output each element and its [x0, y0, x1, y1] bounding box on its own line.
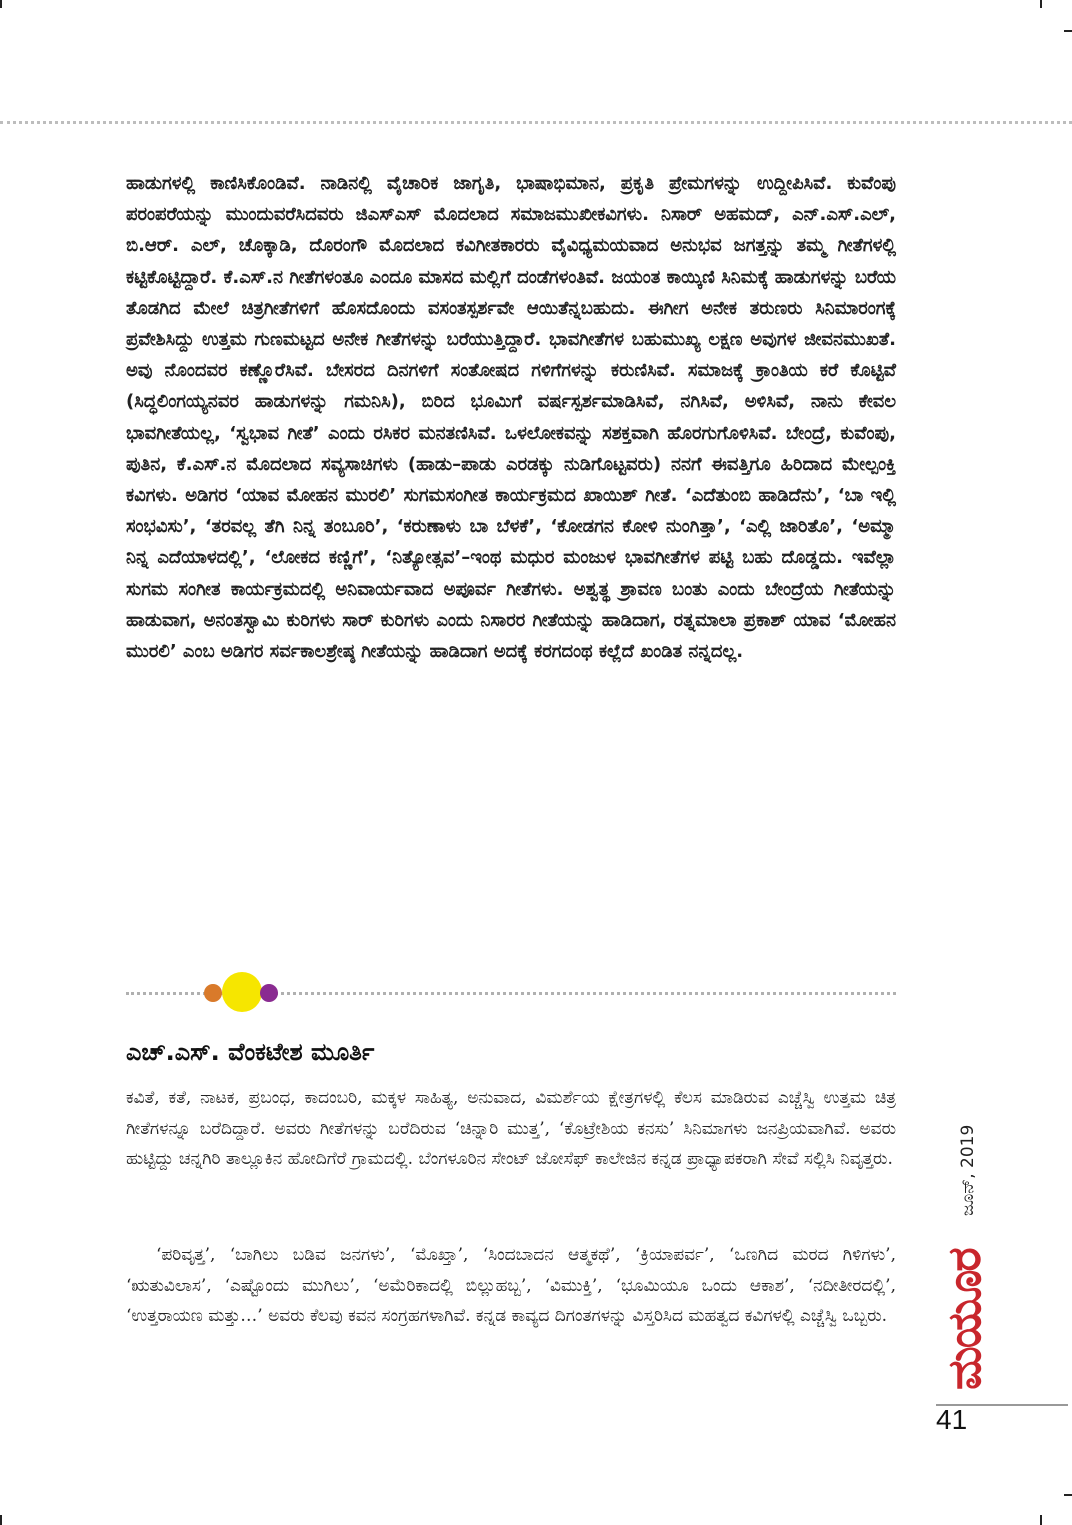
- article-body-paragraph: ಹಾಡುಗಳಲ್ಲಿ ಕಾಣಿಸಿಕೊಂಡಿವೆ. ನಾಡಿನಲ್ಲಿ ವೈಚಾರಿಕ ಜಾಗೃತಿ, ಭಾಷಾಭಿಮಾನ, ಪ್ರಕೃತಿ ಪ್ರೇಮಗಳನ್ನು ಉದ್ದೀಪಿಸಿವೆ. ಕುವೆಂಪು ಪರಂಪರೆಯನ್ನು ಮುಂದುವರೆಸಿದವರು ಜಿಎಸ್ಎಸ್ ಮೊದಲಾದ ಸಮಾಜಮುಖೀಕವಿಗಳು. ನಿಸಾರ್ ಅಹಮದ್, ಎನ್.ಎಸ್.ಎಲ್, ಬಿ.ಆರ್. ಎಲ್, ಚೊಕ್ಕಾಡಿ, ದೊರಂಗೌ ಮೊದಲಾದ ಕವಿಗೀತಕಾರರು ವೈವಿಧ್ಯಮಯವಾದ ಅನುಭವ ಜಗತ್ತನ್ನು ತಮ್ಮ ಗೀತೆಗಳಲ್ಲಿ ಕಟ್ಟಿಕೊಟ್ಟಿದ್ದಾರೆ. ಕೆ.ಎಸ್.ನ ಗೀತೆಗಳಂತೂ ಎಂದೂ ಮಾಸದ ಮಲ್ಲಿಗೆ ದಂಡೆಗಳಂತಿವೆ. ಜಯಂತ ಕಾಯ್ಕಿಣಿ ಸಿನಿಮಕ್ಕೆ ಹಾಡುಗಳನ್ನು ಬರೆಯ ತೊಡಗಿದ ಮೇಲೆ ಚಿತ್ರಗೀತೆಗಳಿಗೆ ಹೊಸದೊಂದು ವಸಂತಸ್ಪರ್ಶವೇ ಆಯಿತೆನ್ನಬಹುದು. ಈಗೀಗ ಅನೇಕ ತರುಣರು ಸಿನಿಮಾರಂಗಕ್ಕೆ ಪ್ರವೇಶಿಸಿದ್ದು ಉತ್ತಮ ಗುಣಮಟ್ಟದ ಅನೇಕ ಗೀತೆಗಳನ್ನು ಬರೆಯುತ್ತಿದ್ದಾರೆ. ಭಾವಗೀತೆಗಳ ಬಹುಮುಖ್ಯ ಲಕ್ಷಣ ಅವುಗಳ ಜೀವನಮುಖತೆ. ಅವು ನೊಂದವರ ಕಣ್ಣೊರೆಸಿವೆ. ಬೇಸರದ ದಿನಗಳಿಗೆ ಸಂತೋಷದ ಗಳಿಗೆಗಳನ್ನು ಕರುಣಿಸಿವೆ. ಸಮಾಜಕ್ಕೆ ಕ್ರಾಂತಿಯ ಕರೆ ಕೊಟ್ಟಿವೆ (ಸಿದ್ಧಲಿಂಗಯ್ಯನವರ ಹಾಡುಗಳನ್ನು ಗಮನಿಸಿ), ಬಿರಿದ ಭೂಮಿಗೆ ವರ್ಷಸ್ಪರ್ಶಮಾಡಿಸಿವೆ, ನಗಿಸಿವೆ, ಅಳಿಸಿವೆ, ನಾನು ಕೇವಲ ಭಾವಗೀತೆಯಲ್ಲ, ‘ಸ್ವಭಾವ ಗೀತೆ’ ಎಂದು ರಸಿಕರ ಮನತಣಿಸಿವೆ. ಒಳಲೋಕವನ್ನು ಸಶಕ್ತವಾಗಿ ಹೊರಗುಗೊಳಿಸಿವೆ. ಬೇಂದ್ರೆ, ಕುವೆಂಪು, ಪುತಿನ, ಕೆ.ಎಸ್.ನ ಮೊದಲಾದ ಸವ್ಯಸಾಚಿಗಳು (ಹಾಡು–ಪಾಡು ಎರಡಕ್ಕು ನುಡಿಗೊಟ್ಟವರು) ನನಗೆ ಈವತ್ತಿಗೂ ಹಿರಿದಾದ ಮೇಲ್ಪಂಕ್ತಿ ಕವಿಗಳು. ಅಡಿಗರ ‘ಯಾವ ಮೋಹನ ಮುರಲಿ’ ಸುಗಮಸಂಗೀತ ಕಾರ್ಯಕ್ರಮದ ಖಾಯಿಶ್ ಗೀತೆ. ‘ಎದೆತುಂಬಿ ಹಾಡಿದೆನು’, ‘ಬಾ ಇಲ್ಲಿ ಸಂಭವಿಸು’, ‘ತರವಲ್ಲ ತೆಗಿ ನಿನ್ನ ತಂಬೂರಿ’, ‘ಕರುಣಾಳು ಬಾ ಬೆಳಕೆ’, ‘ಕೋಡಗನ ಕೋಳಿ ನುಂಗಿತ್ತಾ’, ‘ಎಲ್ಲಿ ಜಾರಿತೊ’, ‘ಅಮ್ಮಾ ನಿನ್ನ ಎದೆಯಾಳದಲ್ಲಿ’, ‘ಲೋಕದ ಕಣ್ಣಿಗೆ’, ‘ನಿತ್ಯೋತ್ಸವ’–ಇಂಥ ಮಧುರ ಮಂಜುಳ ಭಾವಗೀತೆಗಳ ಪಟ್ಟಿ ಬಹು ದೊಡ್ಡದು. ಇವೆಲ್ಲಾ ಸುಗಮ ಸಂಗೀತ ಕಾರ್ಯಕ್ರಮದಲ್ಲಿ ಅನಿವಾರ್ಯವಾದ ಅಪೂರ್ವ ಗೀತೆಗಳು. ಅಶ್ವತ್ಥ ಶ್ರಾವಣ ಬಂತು ಎಂದು ಬೇಂದ್ರೆಯ ಗೀತೆಯನ್ನು ಹಾಡುವಾಗ, ಅನಂತಸ್ವಾಮಿ ಕುರಿಗಳು ಸಾರ್ ಕುರಿಗಳು ಎಂದು ನಿಸಾರರ ಗೀತೆಯನ್ನು ಹಾಡಿದಾಗ, ರತ್ನಮಾಲಾ ಪ್ರಕಾಶ್ ಯಾವ ‘ಮೋಹನ ಮುರಲಿ’ ಎಂಬ ಅಡಿಗರ ಸರ್ವಕಾಲಶ್ರೇಷ್ಠ ಗೀತೆಯನ್ನು ಹಾಡಿದಾಗ ಅದಕ್ಕೆ ಕರಗದಂಥ ಕಲ್ಲೆದೆ ಖಂಡಿತ ನನ್ನದಲ್ಲ.: [126, 173, 896, 663]
- crop-mark-bottom-left: [0, 1515, 2, 1525]
- yellow-dot: [222, 972, 262, 1012]
- crop-mark-right-top: [1064, 30, 1072, 32]
- crop-mark-top-left: [0, 0, 2, 8]
- section-divider-ornament: [126, 968, 896, 1018]
- crop-mark-bottom-right: [1040, 1515, 1042, 1525]
- bio-paragraph-1: ಕವಿತೆ, ಕತೆ, ನಾಟಕ, ಪ್ರಬಂಧ, ಕಾದಂಬರಿ, ಮಕ್ಕಳ ಸಾಹಿತ್ಯ, ಅನುವಾದ, ವಿಮರ್ಶೆಯ ಕ್ಷೇತ್ರಗಳಲ್ಲಿ ಕೆಲಸ ಮಾಡಿರುವ ಎಚ್ಚೆಸ್ವಿ ಉತ್ತಮ ಚಿತ್ರ ಗೀತೆಗಳನ್ನೂ ಬರೆದಿದ್ದಾರೆ. ಅವರು ಗೀತೆಗಳನ್ನು ಬರೆದಿರುವ ‘ಚಿನ್ನಾರಿ ಮುತ್ತ’, ‘ಕೊಟ್ರೇಶಿಯ ಕನಸು’ ಸಿನಿಮಾಗಳು ಜನಪ್ರಿಯವಾಗಿವೆ. ಅವರು ಹುಟ್ಟಿದ್ದು ಚನ್ನಗಿರಿ ತಾಲ್ಲೂಕಿನ ಹೋದಿಗೆರೆ ಗ್ರಾಮದಲ್ಲಿ. ಬೆಂಗಳೂರಿನ ಸೇಂಟ್ ಜೋಸೆಫ್ ಕಾಲೇಜಿನ ಕನ್ನಡ ಪ್ರಾಧ್ಯಾಪಕರಾಗಿ ಸೇವೆ ಸಲ್ಲಿಸಿ ನಿವೃತ್ತರು.: [126, 1088, 896, 1170]
- purple-dot: [260, 984, 278, 1002]
- issue-date: ಜೂನ್, 2019: [958, 1124, 978, 1216]
- section-heading: ಎಚ್.ಎಸ್. ವೆಂಕಟೇಶ ಮೂರ್ತಿ: [126, 1038, 375, 1066]
- crop-mark-right-bottom: [1064, 1494, 1072, 1496]
- page-number: 41: [936, 1404, 968, 1435]
- top-dotted-rule: [0, 121, 1072, 124]
- bio-paragraph-2: ‘ಪರಿವೃತ್ತ’, ‘ಬಾಗಿಲು ಬಡಿವ ಜನಗಳು’, ‘ಮೊಖ್ತಾ’, ‘ಸಿಂದಬಾದನ ಆತ್ಮಕಥೆ’, ‘ಕ್ರಿಯಾಪರ್ವ’, ‘ಒಣಗಿದ ಮರದ ಗಿಳಿಗಳು’, ‘ಋತುವಿಲಾಸ’, ‘ಎಷ್ಟೊಂದು ಮುಗಿಲು’, ‘ಅಮೆರಿಕಾದಲ್ಲಿ ಬಿಲ್ಲುಹಬ್ಬ’, ‘ವಿಮುಕ್ತಿ’, ‘ಭೂಮಿಯೂ ಒಂದು ಆಕಾಶ’, ‘ನದೀತೀರದಲ್ಲಿ’, ‘ಉತ್ತರಾಯಣ ಮತ್ತು…’ ಅವರು ಕೆಲವು ಕವನ ಸಂಗ್ರಹಗಳಾಗಿವೆ. ಕನ್ನಡ ಕಾವ್ಯದ ದಿಗಂತಗಳನ್ನು ವಿಸ್ತರಿಸಿದ ಮಹತ್ವದ ಕವಿಗಳಲ್ಲಿ ಎಚ್ಚೆಸ್ವಿ ಒಬ್ಬರು.: [126, 1245, 896, 1327]
- magazine-logo: ಮಯೂರ: [937, 1249, 991, 1391]
- orange-dot: [204, 984, 222, 1002]
- crop-mark-top-right: [1040, 0, 1042, 8]
